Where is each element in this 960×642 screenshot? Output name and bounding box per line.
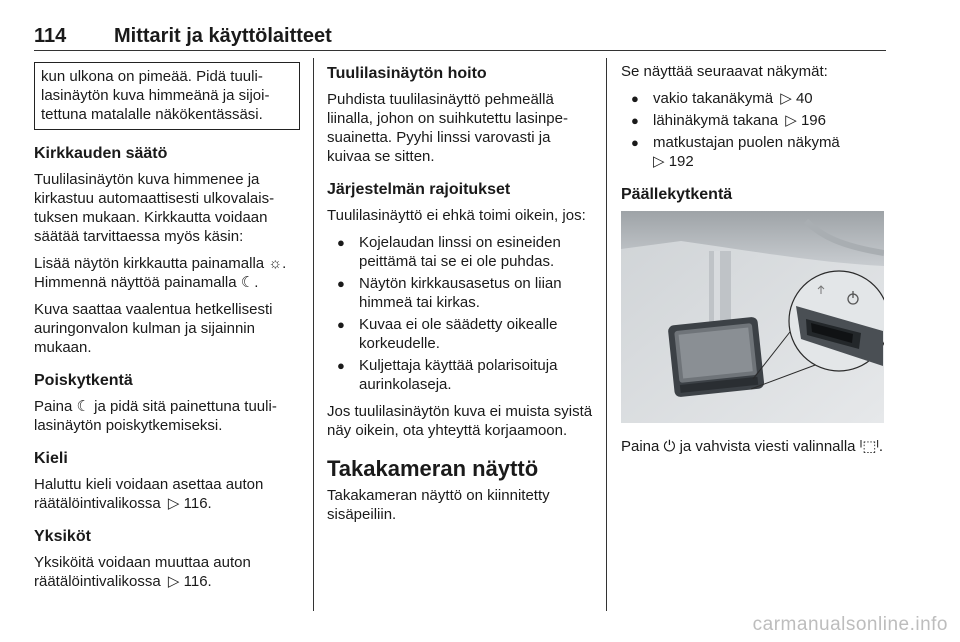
ref-arrow-icon: ▷ (167, 573, 180, 590)
limits-heading: Järjestelmän rajoitukset (327, 181, 511, 198)
view-ref[interactable]: 196 (800, 112, 826, 129)
power-icon: ⏻ (663, 438, 676, 455)
page-number: 114 (34, 25, 67, 47)
language-ref[interactable]: 116. (183, 495, 212, 512)
brightness-text-3: Kuva saattaa vaalentua hetkellisesti auringonvalon kulman ja sijainnin mukaan. (34, 301, 273, 356)
header-rule (34, 50, 886, 51)
moon-icon: ☾ (240, 274, 255, 291)
care-heading: Tuulilasinäytön hoito (327, 65, 487, 82)
camera-heading: Takakameran näyttö (327, 456, 539, 481)
left-column (34, 62, 300, 599)
units-text: Yksiköitä voidaan muuttaa auton räätälöintivalikossa ▷ 116. (34, 554, 251, 590)
list-item: ● Kuvaa ei ole säädetty oikealle korkeudelle. (327, 315, 595, 353)
middle-column (327, 62, 595, 532)
ref-arrow-icon: ▷ (780, 90, 792, 107)
column-divider-2 (606, 58, 607, 611)
off-heading: Poiskytkentä (34, 372, 133, 389)
limits-outro: Jos tuulilasinäytön kuva ei muista syistä näy oikein, ota yhteyttä korjaamoon. (327, 403, 593, 439)
units-ref[interactable]: 116. (183, 573, 212, 590)
onoff-heading: Päällekytkentä (621, 186, 733, 203)
mirror-camera-illustration (621, 211, 884, 423)
views-intro: Se näyttää seuraavat näkymät: (621, 63, 828, 80)
sun-icon: ☼ (268, 255, 283, 272)
page-header (34, 22, 886, 52)
list-item: ● Kuljettaja käyttää polarisoituja aurinkolaseja. (327, 356, 595, 394)
list-item: ● matkustajan puolen näkymä ▷ 192 (621, 133, 887, 171)
chapter-title: Mittarit ja käyttölaitteet (114, 25, 332, 47)
confirm-icon: ᴵ⬚ᴵ (859, 438, 879, 455)
camera-text: Takakameran näyttö on kiinnitetty sisäpeiliin. (327, 487, 550, 523)
limits-intro: Tuulilasinäyttö ei ehkä toimi oikein, jos: (327, 207, 586, 224)
care-text: Puhdista tuulilasinäyttö pehmeällä liinalla, johon on suihkutettu lasinpesuainetta. Pyyhi linssi varovasti ja kuivaa se sitten. (327, 91, 568, 165)
list-item: ● lähinäkymä takana ▷ 196 (621, 111, 887, 130)
off-text: Paina ☾ ja pidä sitä painettuna tuulilasinäytön poiskytkemiseksi. (34, 398, 277, 434)
note-box (34, 62, 300, 130)
brightness-text-2: Lisää näytön kirkkautta painamalla ☼. Himmennä näyttöä painamalla ☾. (34, 255, 287, 291)
moon-icon: ☾ (76, 398, 90, 415)
list-item: ● Kojelaudan linssi on esineiden peittämä tai se ei ole puhdas. (327, 233, 595, 271)
list-item: ● Näytön kirkkausasetus on liian himmeä tai kirkas. (327, 274, 595, 312)
brightness-heading: Kirkkauden säätö (34, 145, 168, 162)
views-list (621, 89, 887, 171)
ref-arrow-icon: ▷ (785, 112, 797, 129)
limits-list (327, 233, 595, 394)
list-item: ● vakio takanäkymä ▷ 40 (621, 89, 887, 108)
note-text: kun ulkona on pimeää. Pidä tuulilasinäytön kuva himmeänä ja sijoitettuna matalalle näkökentässäsi. (41, 68, 270, 123)
onoff-text: Paina ⏻ ja vahvista viesti valinnalla ᴵ⬚ᴵ. (621, 438, 884, 455)
watermark: carmanualsonline.info (752, 614, 948, 635)
brightness-text-1: Tuulilasinäytön kuva himmenee ja kirkastuu automaattisesti ulkovalaistuksen mukaan. Kirkkautta voidaan säätää tarvittaessa myös käsin: (34, 171, 275, 245)
right-column (621, 62, 887, 464)
language-heading: Kieli (34, 450, 68, 467)
ref-arrow-icon: ▷ (167, 495, 180, 512)
units-heading: Yksiköt (34, 528, 91, 545)
view-ref[interactable]: 192 (668, 153, 694, 170)
language-text: Haluttu kieli voidaan asettaa auton räätälöintivalikossa ▷ 116. (34, 476, 264, 512)
column-divider-1 (313, 58, 314, 611)
view-ref[interactable]: 40 (795, 90, 813, 107)
ref-arrow-icon: ▷ (653, 153, 665, 170)
